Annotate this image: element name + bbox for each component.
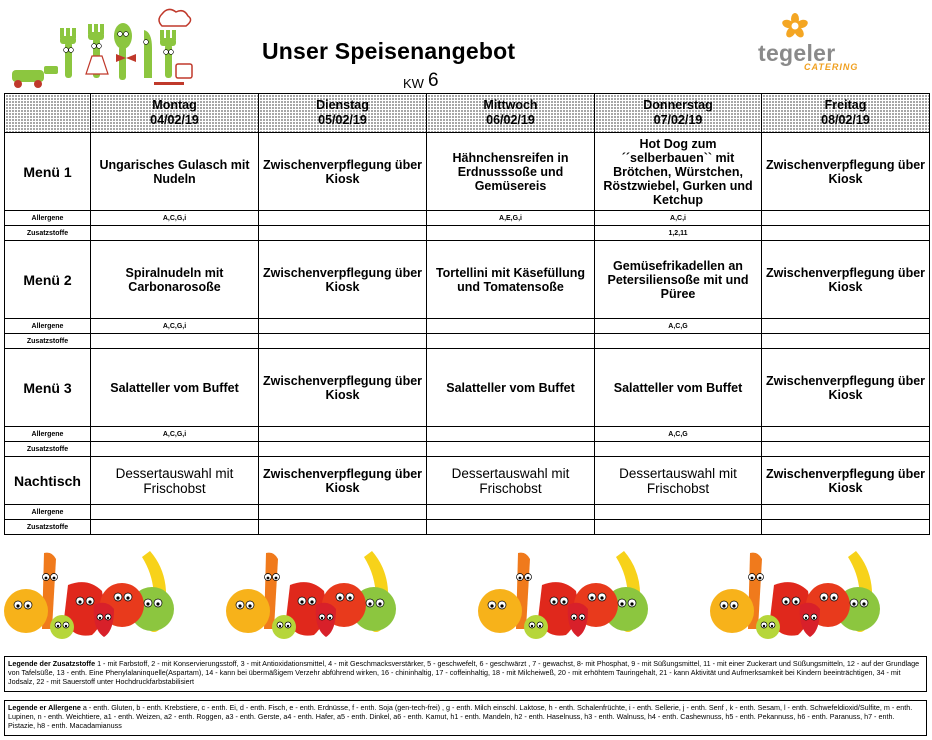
dish-cell: Zwischenverpflegung über Kiosk [259,349,427,427]
allergene-cell [595,505,762,520]
menu-3-label: Menü 3 [5,349,91,427]
zusatzstoffe-cell [427,520,595,535]
allergene-cell [427,427,595,442]
menu-3-dish-row [5,349,930,427]
menu-1-allergene-row [5,211,930,226]
zusatzstoffe-cell [427,334,595,349]
zusatzstoffe-cell [427,442,595,457]
allergene-legend-text: a - enth. Gluten, b - enth. Krebstiere, c - enth. Ei, d - enth. Fisch, e - enth. Erdnüsse, f - enth. Soja (gen-tech-frei) , g - enth. Milch einschl. Laktose, h - enth. Schalenfrüchte, i - enth. Sellerie, j - enth. Senf , k - enth. Sesam, l - enth. Schwefeldioxid/Sulfite, m - enth. Lupinen, n - enth. Weichtiere, a1 - enth. Weizen, a2 - enth. Roggen, a3 - enth. Gerste, a4 - enth. Hafer, a5 - enth. Dinkel, a6 - enth. Kamut, h1 - enth. Mandeln, h2 - enth. Haselnuss, h3 - enth. Walnuss, h4 - enth. Cashewnuss, h5 - enth. Pekannuss, h6 - enth. Paranuss, h7 - enth. Pistazie, h8 - enth. Macadamianuss [8,703,913,730]
zusatzstoffe-cell [762,520,930,535]
zusatzstoffe-cell [259,226,427,241]
dish-cell: Hot Dog zum ´´selberbauen`` mit Brötchen, Würstchen, Röstzwiebel, Gurken und Ketchup [595,133,762,211]
zusatzstoffe-cell [91,520,259,535]
day-name: Montag [152,98,197,112]
allergene-cell [762,319,930,334]
zusatzstoffe-label: Zusatzstoffe [5,334,91,349]
dessert-zusatzstoffe-row [5,520,930,535]
day-header-dienstag [259,94,427,133]
day-name: Freitag [824,98,867,112]
dish-cell: Hähnchensreifen in Erdnusssoße und Gemüsereis [427,133,595,211]
kw-number: 6 [428,70,439,91]
dish-cell: Zwischenverpflegung über Kiosk [762,349,930,427]
dish-cell: Dessertauswahl mit Frischobst [427,457,595,505]
zusatzstoffe-cell [259,442,427,457]
menu-2-dish-row [5,241,930,319]
dish-cell: Tortellini mit Käsefüllung und Tomatensoße [427,241,595,319]
zusatzstoffe-cell [91,334,259,349]
day-date: 06/02/19 [486,113,535,127]
dish-cell: Spiralnudeln mit Carbonarosoße [91,241,259,319]
brand-logo-subtext: CATERING [804,62,859,72]
zusatzstoffe-cell [762,226,930,241]
zusatzstoffe-cell [427,226,595,241]
zusatzstoffe-label: Zusatzstoffe [5,226,91,241]
menu-table [4,93,930,535]
allergene-legend-title: Legende er Allergene [8,703,81,712]
allergene-cell: A,C,G [595,319,762,334]
page-title: Unser Speisenangebot [262,38,516,64]
dessert-dish-row [5,457,930,505]
menu-3-zusatzstoffe-row [5,442,930,457]
dish-cell: Salatteller vom Buffet [91,349,259,427]
zusatzstoffe-cell [259,334,427,349]
day-name: Dienstag [316,98,369,112]
zusatzstoffe-cell [91,226,259,241]
allergene-legend [4,700,927,736]
dish-cell: Zwischenverpflegung über Kiosk [762,457,930,505]
zusatzstoffe-label: Zusatzstoffe [5,520,91,535]
dish-cell: Salatteller vom Buffet [427,349,595,427]
zusatzstoffe-label: Zusatzstoffe [5,442,91,457]
menu-1-label: Menü 1 [5,133,91,211]
menu-2-allergene-row [5,319,930,334]
dish-cell: Dessertauswahl mit Frischobst [595,457,762,505]
zusatzstoffe-cell [91,442,259,457]
zusatzstoffe-legend-text: 1 - mit Farbstoff, 2 - mit Konservierungsstoff, 3 - mit Antioxidationsmittel, 4 - mit Geschmacksverstärker, 5 - geschwefelt, 6 - geschwärzt , 7 - gewachst, 8- mit Phosphat, 9 - mit Süßungsmittel, 11 - mit einer Zuckerart und Süßungsmitteln, 12 - auf der Grundlage von Tafelsüße, 13 - enth. Eine Phenylalaninquelle(Aspartam), 14 - kann bei übermäßigem Verzehr abführend wirken, 16 - chininhaltig, 17 - coffeinhaltig, 18 - mit Milcheiweß, 20 - mit erhöhtem Tauringehalt, 21 - kann Aktivität und Aufmerksamkeit bei Kindern beeinträchtigen, 34 - mit Jodsalz, 22 - mit Sauerstoff unter Hochdruckfarbstabilisiert [8,659,920,686]
allergene-cell [427,505,595,520]
zusatzstoffe-legend [4,656,927,692]
zusatzstoffe-cell [595,334,762,349]
menu-2-label: Menü 2 [5,241,91,319]
allergene-label: Allergene [5,211,91,226]
dish-cell: Salatteller vom Buffet [595,349,762,427]
menu-1-zusatzstoffe-row [5,226,930,241]
kw-label: KW [403,76,424,91]
dessert-label: Nachtisch [5,457,91,505]
zusatzstoffe-legend-title: Legende der Zusatzstoffe [8,659,96,668]
dessert-allergene-row [5,505,930,520]
allergene-cell: A,E,G,i [427,211,595,226]
allergene-cell [427,319,595,334]
allergene-label: Allergene [5,319,91,334]
day-date: 07/02/19 [653,113,703,127]
day-header-montag [91,94,259,133]
dish-cell: Gemüsefrikadellen an Petersiliensoße mit und Püree [595,241,762,319]
allergene-cell [259,427,427,442]
zusatzstoffe-cell [259,520,427,535]
zusatzstoffe-cell [762,442,930,457]
day-date: 05/02/19 [318,113,367,127]
dish-cell: Zwischenverpflegung über Kiosk [259,241,427,319]
allergene-cell [762,505,930,520]
allergene-label: Allergene [5,427,91,442]
allergene-cell [91,505,259,520]
menu-3-allergene-row [5,427,930,442]
header-corner [5,94,91,133]
allergene-cell: A,C,G,i [91,211,259,226]
page-header [0,0,932,96]
day-date: 04/02/19 [150,113,199,127]
menu-1-dish-row [5,133,930,211]
day-header-row [5,94,930,133]
day-name: Donnerstag [643,98,713,112]
dish-cell: Ungarisches Gulasch mit Nudeln [91,133,259,211]
dish-cell: Dessertauswahl mit Frischobst [91,457,259,505]
day-date: 08/02/19 [821,113,870,127]
cutlery-logo-icon [4,6,194,92]
fruit-illustration-icon [0,545,932,645]
allergene-cell [259,505,427,520]
allergene-label: Allergene [5,505,91,520]
menu-2-zusatzstoffe-row [5,334,930,349]
brand-logo-text: tegeler [758,40,836,66]
dish-cell: Zwischenverpflegung über Kiosk [762,133,930,211]
day-name: Mittwoch [483,98,538,112]
zusatzstoffe-cell [762,334,930,349]
day-header-freitag [762,94,930,133]
allergene-cell: A,C,G [595,427,762,442]
dish-cell: Zwischenverpflegung über Kiosk [762,241,930,319]
dish-cell: Zwischenverpflegung über Kiosk [259,457,427,505]
allergene-cell: A,C,G,i [91,319,259,334]
zusatzstoffe-cell [595,442,762,457]
allergene-cell: A,C,i [595,211,762,226]
day-header-mittwoch [427,94,595,133]
dish-cell: Zwischenverpflegung über Kiosk [259,133,427,211]
allergene-cell [259,319,427,334]
allergene-cell [762,427,930,442]
allergene-cell [762,211,930,226]
zusatzstoffe-cell: 1,2,11 [595,226,762,241]
zusatzstoffe-cell [595,520,762,535]
allergene-cell [259,211,427,226]
allergene-cell: A,C,G,i [91,427,259,442]
day-header-donnerstag [595,94,762,133]
